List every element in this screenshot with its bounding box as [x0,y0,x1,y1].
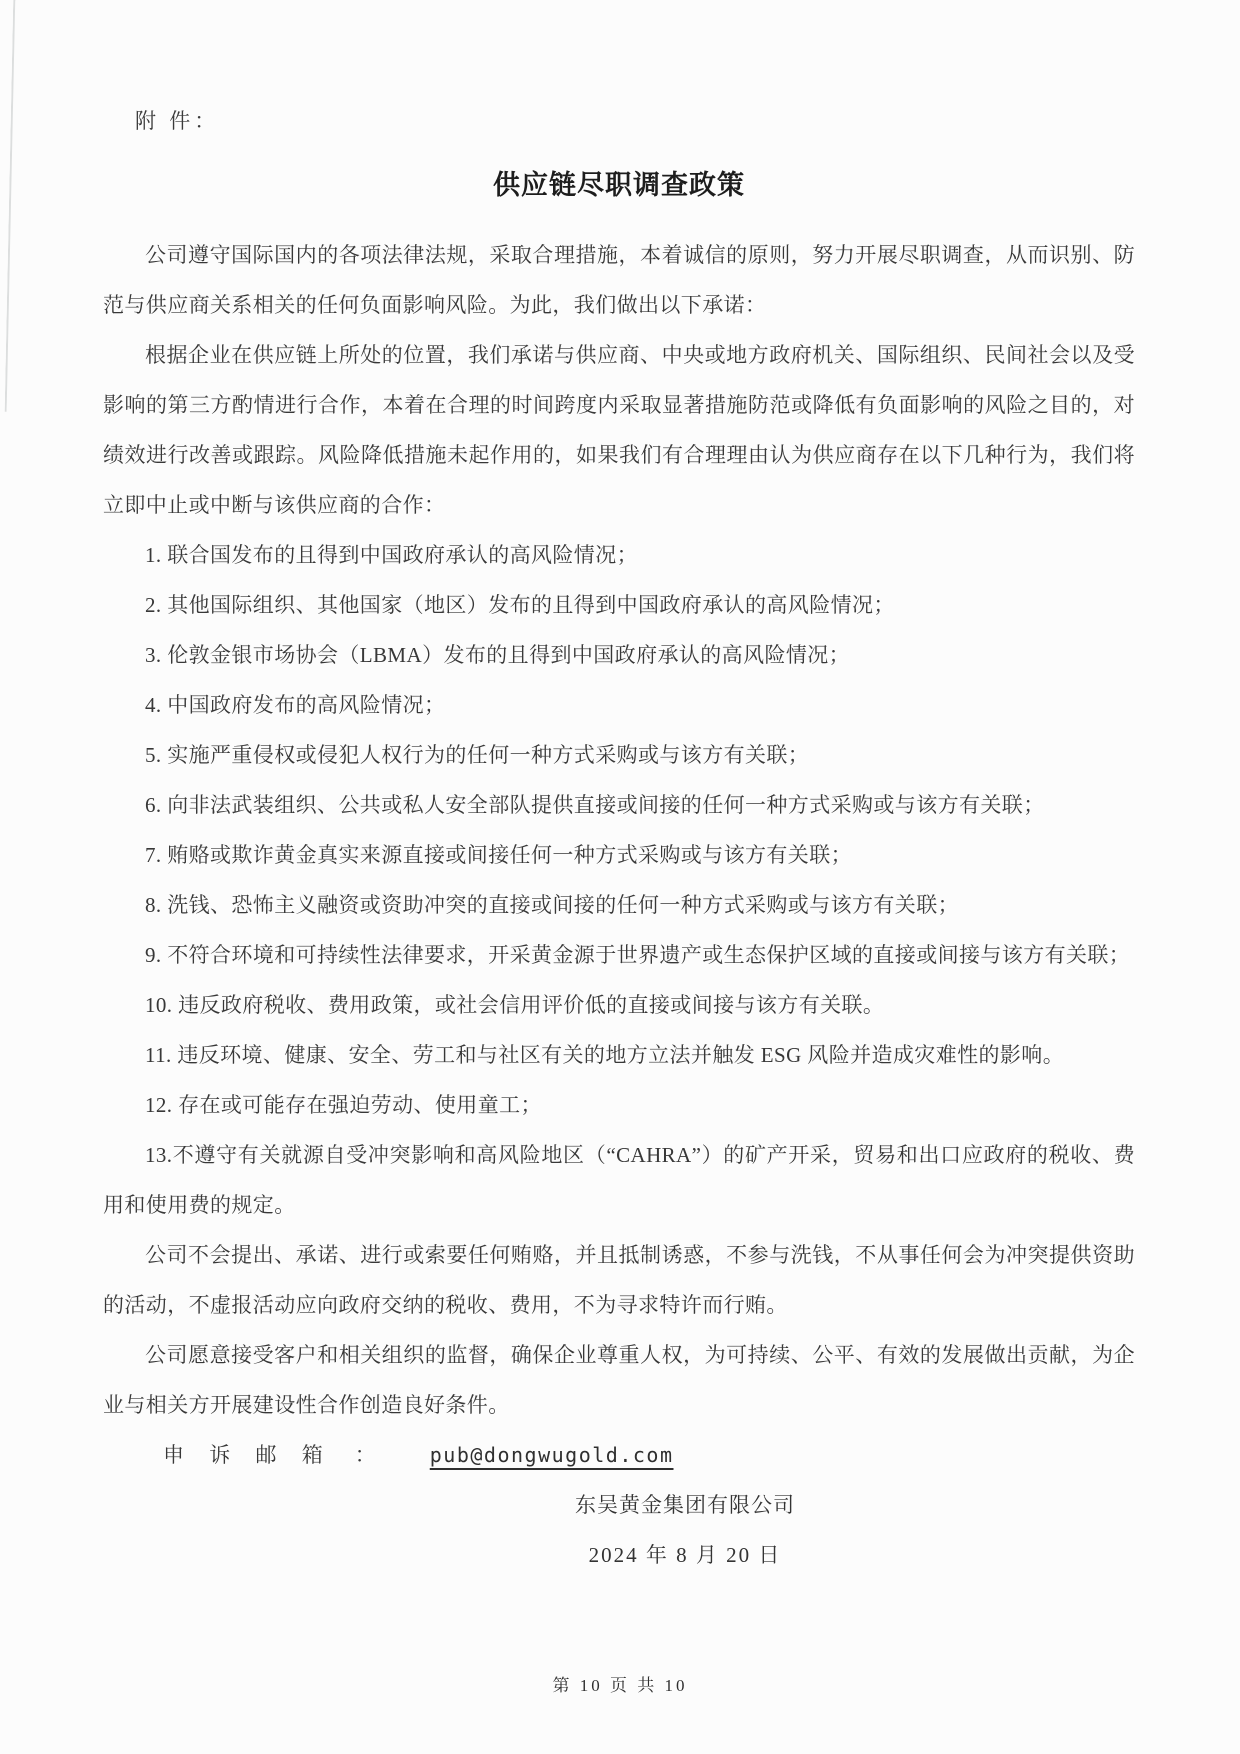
policy-list-item-12: 12. 存在或可能存在强迫劳动、使用童工； [145,1093,542,1117]
closing-paragraph-1: 公司不会提出、承诺、进行或索要任何贿赂，并且抵制诱惑，不参与洗钱，不从事任何会为冲突提供资助的活动，不虚报活动应向政府交纳的税收、费用，不为寻求特许而行贿。 [103,1243,1135,1317]
scan-edge-artifact [5,0,24,412]
policy-list-item-9: 9. 不符合环境和可持续性法律要求，开采黄金源于世界遗产或生态保护区域的直接或间接与该方有关联； [145,943,1131,967]
complaint-email-address: pub@dongwugold.com [429,1443,674,1467]
policy-list-item-5: 5. 实施严重侵权或侵犯人权行为的任何一种方式采购或与该方有关联； [145,743,810,767]
intro-paragraph-1: 公司遵守国际国内的各项法律法规，采取合理措施，本着诚信的原则，努力开展尽职调查，从而识别、防范与供应商关系相关的任何负面影响风险。为此，我们做出以下承诺： [103,243,1135,317]
signature-date: 2024 年 8 月 20 日 [588,1543,782,1567]
document-body [103,96,1135,1580]
document-title: 供应链尽职调查政策 [493,170,745,200]
company-signature: 东吴黄金集团有限公司 [575,1493,795,1517]
policy-list-item-10: 10. 违反政府税收、费用政策，或社会信用评价低的直接或间接与该方有关联。 [145,993,885,1017]
complaint-email-separator: ： [354,1443,376,1467]
policy-list-item-11: 11. 违反环境、健康、安全、劳工和与社区有关的地方立法并触发 ESG 风险并造成灾难性的影响。 [145,1043,1065,1067]
policy-list-item-7: 7. 贿赂或欺诈黄金真实来源直接或间接任何一种方式采购或与该方有关联； [145,843,852,867]
complaint-email-row [103,1430,1135,1480]
attachment-label: 附 件： [135,109,220,133]
intro-paragraph-2: 根据企业在供应链上所处的位置，我们承诺与供应商、中央或地方政府机关、国际组织、民间社会以及受影响的第三方酌情进行合作，本着在合理的时间跨度内采取显著措施防范或降低有负面影响的风险之目的，对绩效进行改善或跟踪。风险降低措施未起作用的，如果我们有合理理由认为供应商存在以下几种行为，我们将立即中止或中断与该供应商的合作： [103,343,1135,517]
policy-list-item-13: 13.不遵守有关就源自受冲突影响和高风险地区（“CAHRA”）的矿产开采，贸易和出口应政府的税收、费用和使用费的规定。 [103,1143,1135,1217]
policy-list-item-3: 3. 伦敦金银市场协会（LBMA）发布的且得到中国政府承认的高风险情况； [145,643,851,667]
signature-block [575,1480,795,1580]
policy-list-item-6: 6. 向非法武装组织、公共或私人安全部队提供直接或间接的任何一种方式采购或与该方有关联； [145,793,1045,817]
policy-list-item-1: 1. 联合国发布的且得到中国政府承认的高风险情况； [145,543,638,567]
policy-list-item-4: 4. 中国政府发布的高风险情况； [145,693,446,717]
closing-paragraph-2: 公司愿意接受客户和相关组织的监督，确保企业尊重人权，为可持续、公平、有效的发展做出贡献，为企业与相关方开展建设性合作创造良好条件。 [103,1343,1135,1417]
policy-list-item-8: 8. 洗钱、恐怖主义融资或资助冲突的直接或间接的任何一种方式采购或与该方有关联； [145,893,959,917]
page-number-footer: 第 10 页 共 10 [552,1676,688,1695]
policy-list-item-2: 2. 其他国际组织、其他国家（地区）发布的且得到中国政府承认的高风险情况； [145,593,895,617]
complaint-email-label: 申 诉 邮 箱 [163,1443,333,1467]
